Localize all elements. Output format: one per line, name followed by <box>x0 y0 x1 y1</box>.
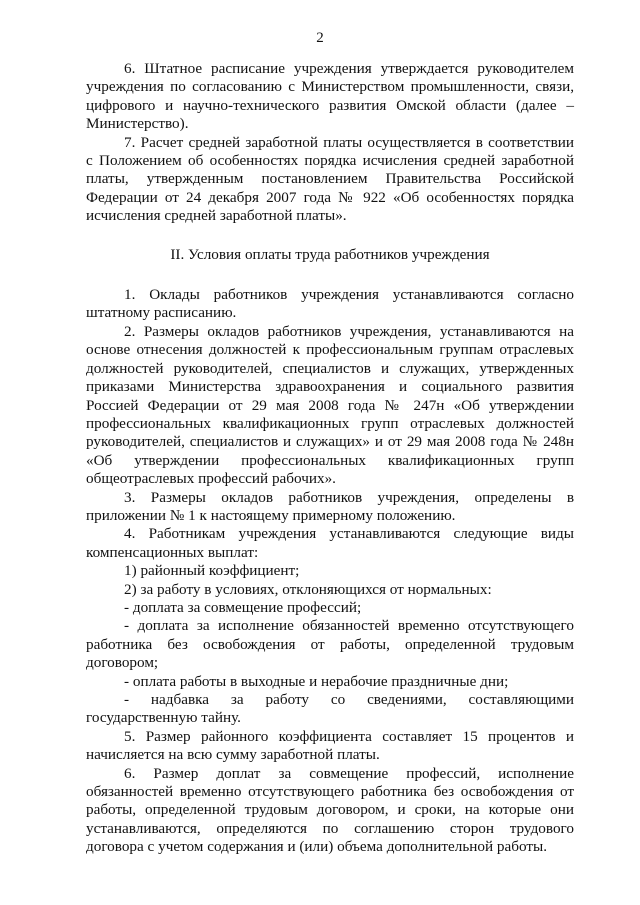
paragraph-salary-appendix: 3. Размеры окладов работников учреждения, определены в приложении № 1 к настоящему примерному положению. <box>86 488 574 524</box>
paragraph-salary-sizes: 2. Размеры окладов работников учреждения, устанавливаются на основе отнесения должностей к профессиональным группам отраслевых должностей руководителей, специалистов и служащих, утвержденных приказами Министерства здравоохранения и социального развития Россией Федерации от 29 мая 2008 года № 247н «Об утверждении профессиональных квалификационных групп отраслевых должностей руководителей, специалистов и служащих» и от 29 мая 2008 года № 248н «Об утверждении профессиональных квалификационных групп общеотраслевых профессий рабочих». <box>86 322 574 488</box>
paragraph-compensation-types: 4. Работникам учреждения устанавливаются следующие виды компенсационных выплат: <box>86 525 574 561</box>
list-item-weekend-work: - оплата работы в выходные и нерабочие праздничные дни; <box>124 672 509 690</box>
paragraph-average-salary: 7. Расчет средней заработной платы осуществляется в соответствии с Положением об особенностях порядка исчисления средней заработной платы, утвержденным постановлением Правительства Российской Федерации от 24 декабря 2007 года № 922 «Об особенностях порядка исчисления средней заработной платы». <box>86 133 574 225</box>
paragraph-surcharge-size: 6. Размер доплат за совмещение профессий, исполнение обязанностей временно отсутствующего работника без освобождения от работы, определенной трудовым договором, и сроки, на которые они устанавливаются, определяются по соглашению сторон трудового договора с учетом содержания и (или) объема дополнительной работы. <box>86 764 574 856</box>
paragraph-regional-coefficient-size: 5. Размер районного коэффициента составляет 15 процентов и начисляется на всю сумму заработной платы. <box>86 727 574 764</box>
paragraph-staff-schedule: 6. Штатное расписание учреждения утверждается руководителем учреждения по согласованию с Министерством промышленности, связи, цифрового и научно-технического развития Омской области (далее – Министерство). <box>86 60 574 133</box>
list-item-abnormal-conditions: 2) за работу в условиях, отклоняющихся от нормальных: <box>124 580 492 598</box>
section-heading: II. Условия оплаты труда работников учреждения <box>170 245 490 263</box>
list-item-combining-professions: - доплата за совмещение профессий; <box>124 598 362 616</box>
paragraph-salaries: 1. Оклады работников учреждения устанавливаются согласно штатному расписанию. <box>86 286 574 322</box>
page-number: 2 <box>316 30 324 46</box>
list-item-regional-coefficient: 1) районный коэффициент; <box>124 562 300 580</box>
list-item-state-secret: - надбавка за работу со сведениями, составляющими государственную тайну. <box>86 691 574 727</box>
list-item-absent-employee: - доплата за исполнение обязанностей временно отсутствующего работника без освобождения от работы, определенной трудовым договором; <box>86 617 574 672</box>
document-body <box>86 60 574 857</box>
